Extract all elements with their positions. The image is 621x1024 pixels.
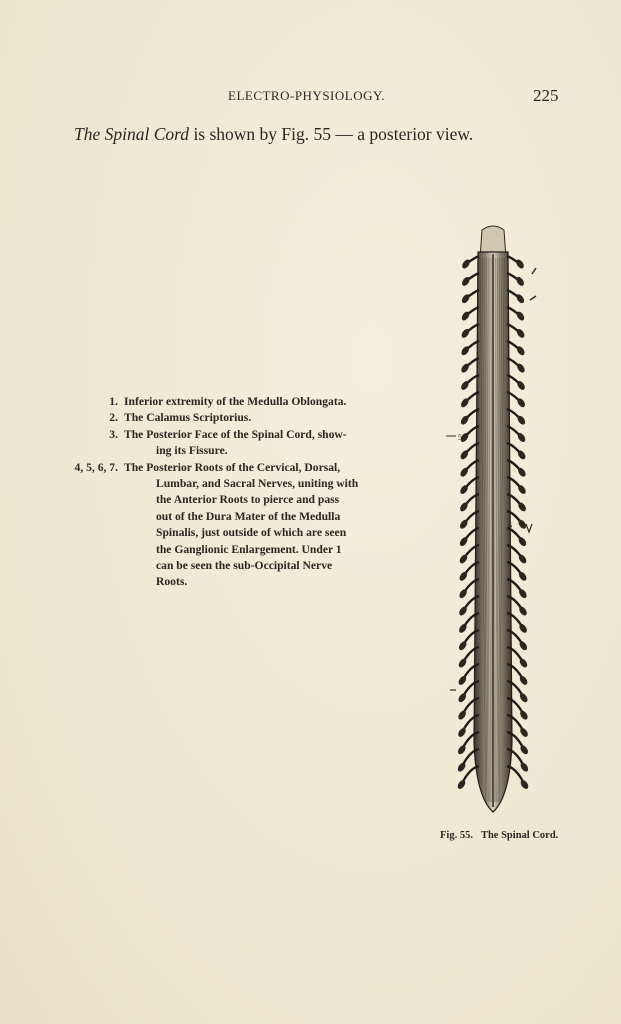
legend-item: [60, 394, 410, 410]
mark-right-mid: [530, 296, 536, 300]
legend-line: the Anterior Roots to pierce and pass: [156, 493, 340, 507]
caption-label: Fig. 55.: [440, 830, 473, 841]
figure-caption: [440, 830, 558, 841]
intro-italic: The Spinal Cord: [74, 124, 190, 144]
ganglion: [456, 761, 467, 773]
legend-line: Lumbar, and Sacral Nerves, uniting with: [156, 477, 359, 491]
spinal-cord-engraving: [446, 222, 540, 822]
legend-line: The Posterior Face of the Spinal Cord, show-: [124, 427, 347, 441]
legend-line: out of the Dura Mater of the Medulla: [156, 509, 341, 523]
mark-right-top: [532, 268, 536, 274]
legend-line: can be seen the sub-Occipital Nerve: [156, 559, 333, 573]
legend-line: Roots.: [156, 575, 188, 589]
legend-line: The Calamus Scriptorius.: [124, 411, 252, 425]
intro-sentence: [74, 124, 574, 145]
legend-line: Inferior extremity of the Medulla Oblongata.: [124, 395, 347, 408]
legend-line: The Posterior Roots of the Cervical, Dorsal,: [124, 460, 341, 474]
legend-line: Spinalis, just outside of which are seen: [156, 526, 347, 540]
page-number: 225: [533, 86, 559, 105]
legend-text: [124, 427, 410, 460]
legend-item: [60, 427, 410, 460]
ganglion: [519, 727, 530, 739]
legend-text: [124, 460, 410, 591]
ganglion: [457, 727, 468, 739]
legend-number: 4, 5, 6, 7.: [74, 460, 118, 474]
legend-item: [60, 410, 410, 426]
ganglion: [519, 744, 530, 756]
legend-item: [60, 460, 410, 591]
side-mark-6: 6: [508, 521, 512, 530]
figure-legend: [60, 394, 410, 591]
legend-number: 3.: [109, 427, 118, 441]
ganglion: [456, 779, 467, 791]
legend-line: the Ganglionic Enlargement. Under 1: [156, 542, 342, 556]
mark-right-v: [526, 524, 532, 532]
intro-rest: is shown by Fig. 55 — a posterior view.: [189, 124, 474, 144]
legend-number: 1.: [109, 395, 118, 408]
legend-number: 2.: [109, 411, 118, 425]
running-title: ELECTRO-PHYSIOLOGY.: [228, 88, 385, 103]
legend-line: ing its Fissure.: [156, 444, 228, 458]
ganglion: [456, 744, 467, 756]
legend-text: [124, 410, 410, 426]
ganglion: [519, 779, 530, 791]
legend-text: [124, 394, 410, 410]
side-mark-5: 5: [458, 433, 462, 442]
spinal-cord-illustration: [446, 222, 540, 822]
ganglion: [519, 761, 530, 773]
caption-text: The Spinal Cord.: [480, 830, 559, 841]
